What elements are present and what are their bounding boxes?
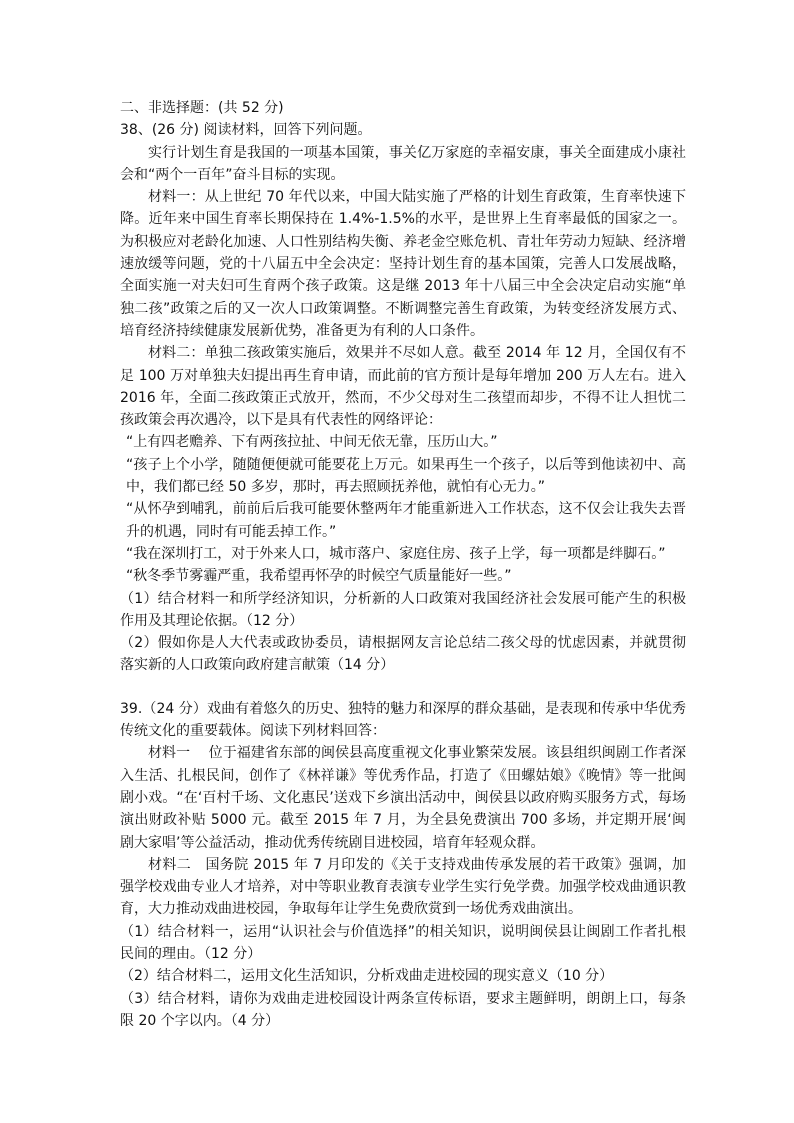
q38-material-1: 材料一：从上世纪 70 年代以来，中国大陆实施了严格的计划生育政策，生育率快速下降。近年来中国生育率长期保持在 1.4%-1.5%的水平，是世界上生育率最低的国家之一。为积极应对老龄化加速、人口性别结构失衡、养老金空账危机、青壮年劳动力短缺、经济增速放缓等问题，党的十八届五中全会决定：坚持计划生育的基本国策，完善人口发展战略，全面实施一对夫妇可生育两个孩子政策。这是继 2013 年十八届三中全会决定启动实施“单独二孩”政策之后的又一次人口政策调整。不断调整完善生育政策，为转变经济发展方式、培育经济持续健康发展新优势，准备更为有利的人口条件。: [120, 189, 686, 339]
q39-sub-question-3: （3）结合材料，请你为戏曲走进校园设计两条宣传标语，要求主题鲜明，朗朗上口，每条限 20 个字以内。（4 分）: [120, 990, 686, 1029]
q39-material-1: 材料一 位于福建省东部的闽侯县高度重视文化事业繁荣发展。该县组织闽剧工作者深入生活、扎根民间，创作了《林祥谦》等优秀作品，打造了《田螺姑娘》《晚情》等一批闽剧小戏。“在‘百村千场、文化惠民’送戏下乡演出活动中，闽侯县以政府购买服务方式，每场演出财政补贴 5000 元。截至 2015 年 7 月，为全县免费演出 700 多场，并定期开展‘闽剧大家唱’等公益活动，推动优秀传统剧目进校园，培育年轻观众群。: [120, 745, 686, 851]
q38-header: 38、(26 分) 阅读材料，回答下列问题。: [120, 122, 372, 139]
section-title: 二、非选择题：(共 52 分): [120, 100, 284, 116]
q38-sub-question-1: （1）结合材料一和所学经济知识，分析新的人口政策对我国经济社会发展可能产生的积极作用及其理论依据。（12 分）: [120, 590, 686, 629]
q38-quote: “我在深圳打工，对于外来人口，城市落户、家庭住房、孩子上学，每一项都是绊脚石。”: [126, 545, 666, 562]
q39-material-2: 材料二 国务院 2015 年 7 月印发的《关于支持戏曲传承发展的若干政策》强调，加强学校戏曲专业人才培养，对中等职业教育表演专业学生实行免学费。加强学校戏曲通识教育，大力推动戏曲进校园，争取每年让学生免费欣赏到一场优秀戏曲演出。: [120, 856, 686, 918]
q38-quote: “孩子上个小学，随随便便就可能要花上万元。如果再生一个孩子，以后等到他读初中、高中，我们都已经 50 多岁，那时，再去照顾抚养他，就怕有心无力。”: [126, 456, 686, 496]
q39-sub-question-2: （2）结合材料二，运用文化生活知识，分析戏曲走进校园的现实意义（10 分）: [120, 968, 614, 985]
q38-material-2: 材料二：单独二孩政策实施后，效果并不尽如人意。截至 2014 年 12 月，全国仅有不足 100 万对单独夫妇提出再生育申请，而此前的官方预计是每年增加 200 万人左右。进入 2016 年，全面二孩政策正式放开，然而，不少父母对生二孩望而却步，不得不让人担忧二孩政策会再次遇冷，以下是具有代表性的网络评论：: [120, 345, 686, 429]
q38-quote: “从怀孕到哺乳，前前后后我可能要休整两年才能重新进入工作状态，这不仅会让我失去晋升的机遇，同时有可能丢掉工作。”: [126, 501, 686, 540]
exam-content: [120, 97, 686, 1032]
q38-intro: 实行计划生育是我国的一项基本国策，事关亿万家庭的幸福安康，事关全面建成小康社会和“两个一百年”奋斗目标的实现。: [120, 144, 686, 183]
question-38: [120, 119, 686, 676]
q39-sub-question-1: （1）结合材料一，运用“认识社会与价值选择”的相关知识，说明闽侯县让闽剧工作者扎根民间的理由。（12 分）: [120, 923, 686, 962]
q38-quote: “上有四老赡养、下有两孩拉扯、中间无依无靠，压历山大。”: [126, 434, 498, 451]
q38-sub-question-2: （2）假如你是人大代表或政协委员，请根据网友言论总结二孩父母的忧虑因素，并就贯彻落实新的人口政策向政府建言献策（14 分）: [120, 635, 686, 674]
question-spacer: [120, 677, 686, 698]
question-39: [120, 698, 686, 1032]
q38-quote: “秋冬季节雾霾严重，我希望再怀孕的时候空气质量能好一些。”: [126, 568, 512, 585]
q39-header: 39.（24 分）戏曲有着悠久的历史、独特的魅力和深厚的群众基础，是表现和传承中华优秀传统文化的重要载体。阅读下列材料回答：: [120, 700, 686, 740]
